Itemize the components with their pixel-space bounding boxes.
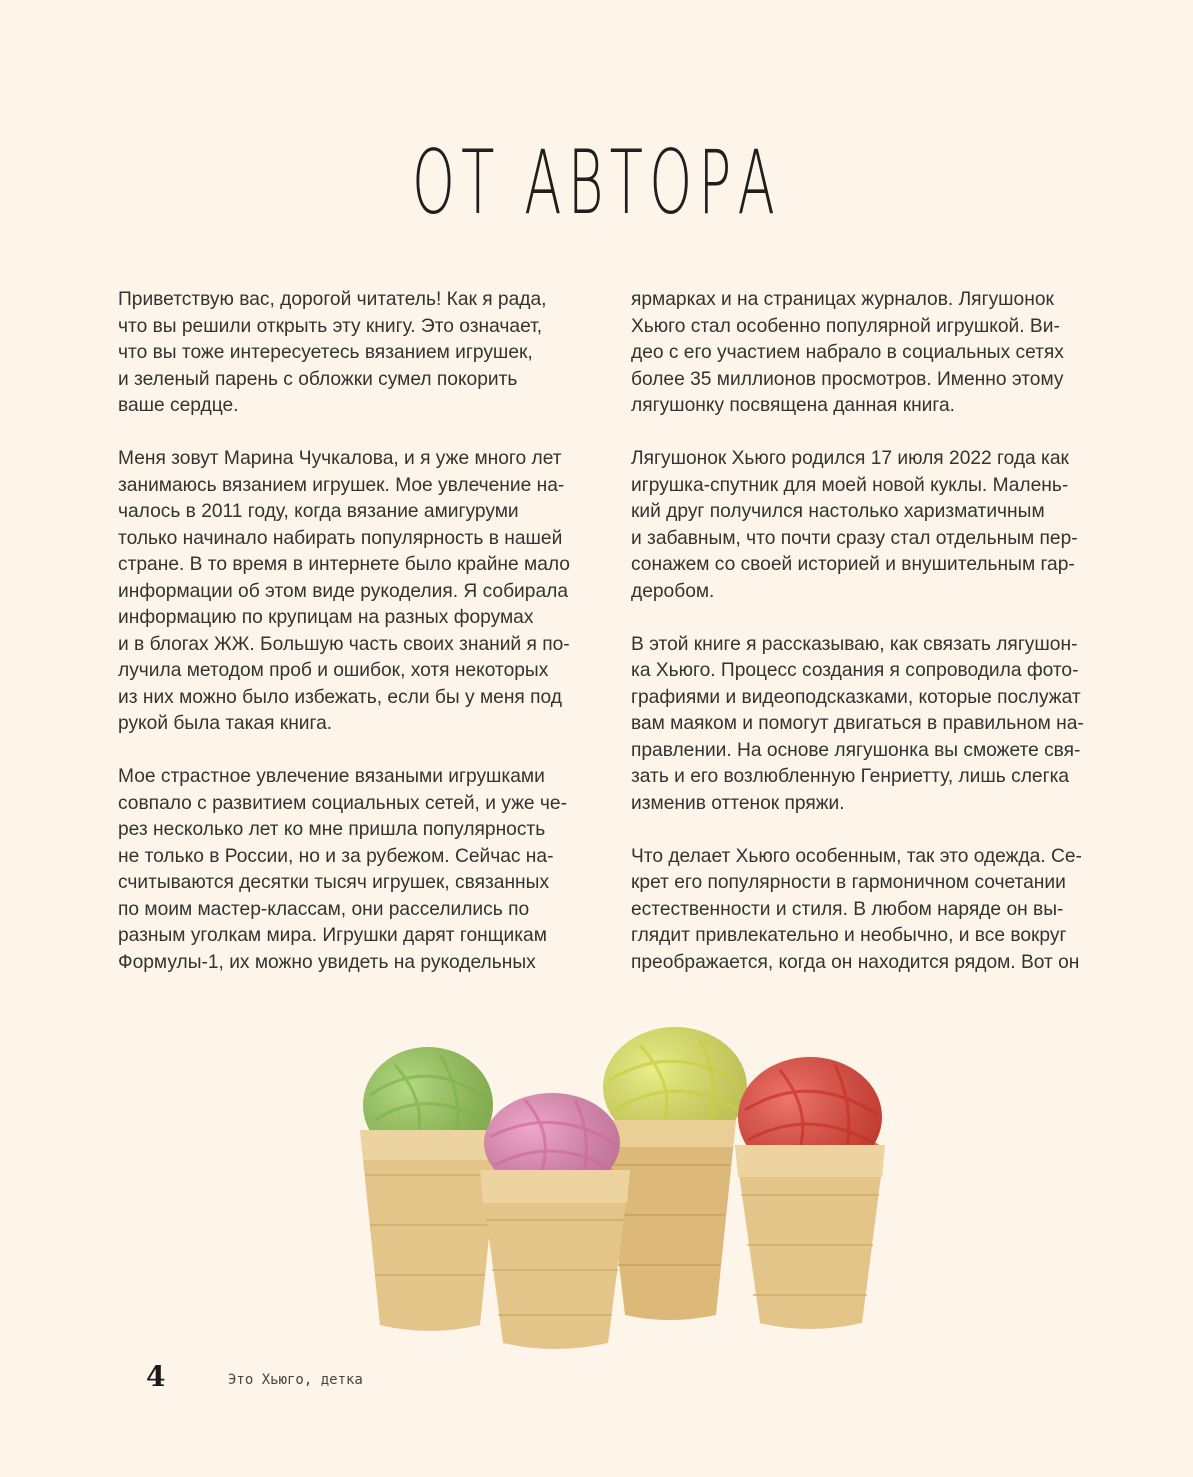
text-line: Хьюго стал особенно популярной игрушкой. Ви- [631, 315, 1060, 337]
text-line: что вы тоже интересуетесь вязанием игрушек, [118, 342, 533, 363]
page-number: 4 [146, 1360, 166, 1393]
text-line: рукой была такая книга. [118, 713, 333, 734]
text-line: вам маяком и помогут двигаться в правильном на- [631, 713, 1084, 734]
text-line: графиями и видеоподсказками, которые послужат [631, 686, 1081, 708]
paragraph [631, 844, 1111, 977]
text-line: крет его популярности в гармоничном сочетании [631, 872, 1066, 893]
text-line: считываются десятки тысяч игрушек, связанных [118, 872, 550, 893]
text-line: Лягушонок Хьюго родился 17 июля 2022 года как [631, 448, 1069, 469]
text-line: чалось в 2011 году, когда вязание амигуруми [118, 501, 519, 522]
text-line: ка Хьюго. Процесс создания я сопроводила фото- [631, 660, 1079, 681]
text-line: сонажем со своей историей и внушительным гар- [631, 554, 1075, 575]
text-line: В этой книге я рассказываю, как связать лягушон- [631, 633, 1078, 655]
text-line: Мое страстное увлечение вязаными игрушками [118, 766, 545, 787]
text-line: совпало с развитием социальных сетей, и уже че- [118, 792, 567, 814]
green-yarn-cone [360, 1047, 500, 1331]
text-line: Формулы-1, их можно увидеть на рукодельных [118, 951, 536, 973]
text-line: и забавным, что почти сразу стал отдельным пер- [631, 527, 1078, 549]
text-line: более 35 миллионов просмотров. Именно этому [631, 368, 1064, 390]
text-line: ваше сердце. [118, 395, 239, 416]
text-line: правлении. На основе лягушонка вы сможете свя- [631, 739, 1081, 761]
paragraph [631, 632, 1111, 818]
running-title: Это Хьюго, детка [228, 1372, 363, 1388]
text-line: преображается, когда он находится рядом. Вот он [631, 951, 1080, 973]
text-line: лягушонку посвящена данная книга. [631, 395, 955, 416]
text-line: Что делает Хьюго особенным, так это одежда. Се- [631, 845, 1082, 867]
text-line: игрушка-спутник для моей новой куклы. Малень- [631, 474, 1069, 496]
red-yarn-cone [735, 1057, 885, 1329]
text-line: и зеленый парень с обложки сумел покорить [118, 368, 518, 390]
paragraph [631, 287, 1111, 420]
text-line: информацию по крупицам на разных форумах [118, 607, 534, 628]
text-line: глядит привлекательно и необычно, и все вокруг [631, 925, 1067, 946]
text-column-right [631, 287, 1111, 1003]
paragraph [118, 287, 598, 420]
text-line: по моим мастер-классам, они расселились по [118, 898, 530, 920]
text-line: информации об этом виде рукоделия. Я собирала [118, 580, 568, 602]
page-title: ОТ АВТОРА [412, 131, 781, 234]
text-line: занимаюсь вязанием игрушек. Мое увлечение на- [118, 474, 565, 496]
paragraph [118, 446, 598, 738]
paragraph [118, 764, 598, 976]
text-line: рез несколько лет ко мне пришла популярность [118, 819, 546, 840]
yarn-ice-cream-illustration [340, 1025, 900, 1355]
text-line: зать и его возлюбленную Генриетту, лишь слегка [631, 766, 1070, 787]
text-column-left [118, 287, 598, 1003]
pink-yarn-cone [480, 1093, 630, 1349]
text-line: део с его участием набрало в социальных сетях [631, 342, 1064, 363]
text-line: что вы решили открыть эту книгу. Это означает, [118, 315, 543, 337]
text-line: разным уголкам мира. Игрушки дарят гонщикам [118, 925, 547, 946]
text-line: Меня зовут Марина Чучкалова, и я уже много лет [118, 448, 562, 469]
text-line: деробом. [631, 580, 715, 602]
text-line: изменив оттенок пряжи. [631, 792, 845, 814]
text-line: и в блогах ЖЖ. Большую часть своих знаний я по- [118, 633, 570, 655]
text-line: естественности и стиля. В любом наряде он вы- [631, 898, 1064, 920]
text-line: ярмарках и на страницах журналов. Лягушонок [631, 289, 1054, 310]
text-line: не только в России, но и за рубежом. Сейчас на- [118, 845, 554, 867]
text-line: стране. В то время в интернете было крайне мало [118, 554, 570, 575]
text-line: лучила методом проб и ошибок, хотя некоторых [118, 660, 549, 681]
text-line: кий друг получился настолько харизматичным [631, 501, 1045, 522]
text-line: только начинало набирать популярность в нашей [118, 527, 563, 549]
paragraph [631, 446, 1111, 605]
text-line: Приветствую вас, дорогой читатель! Как я рада, [118, 289, 547, 310]
text-line: из них можно было избежать, если бы у меня под [118, 686, 562, 708]
